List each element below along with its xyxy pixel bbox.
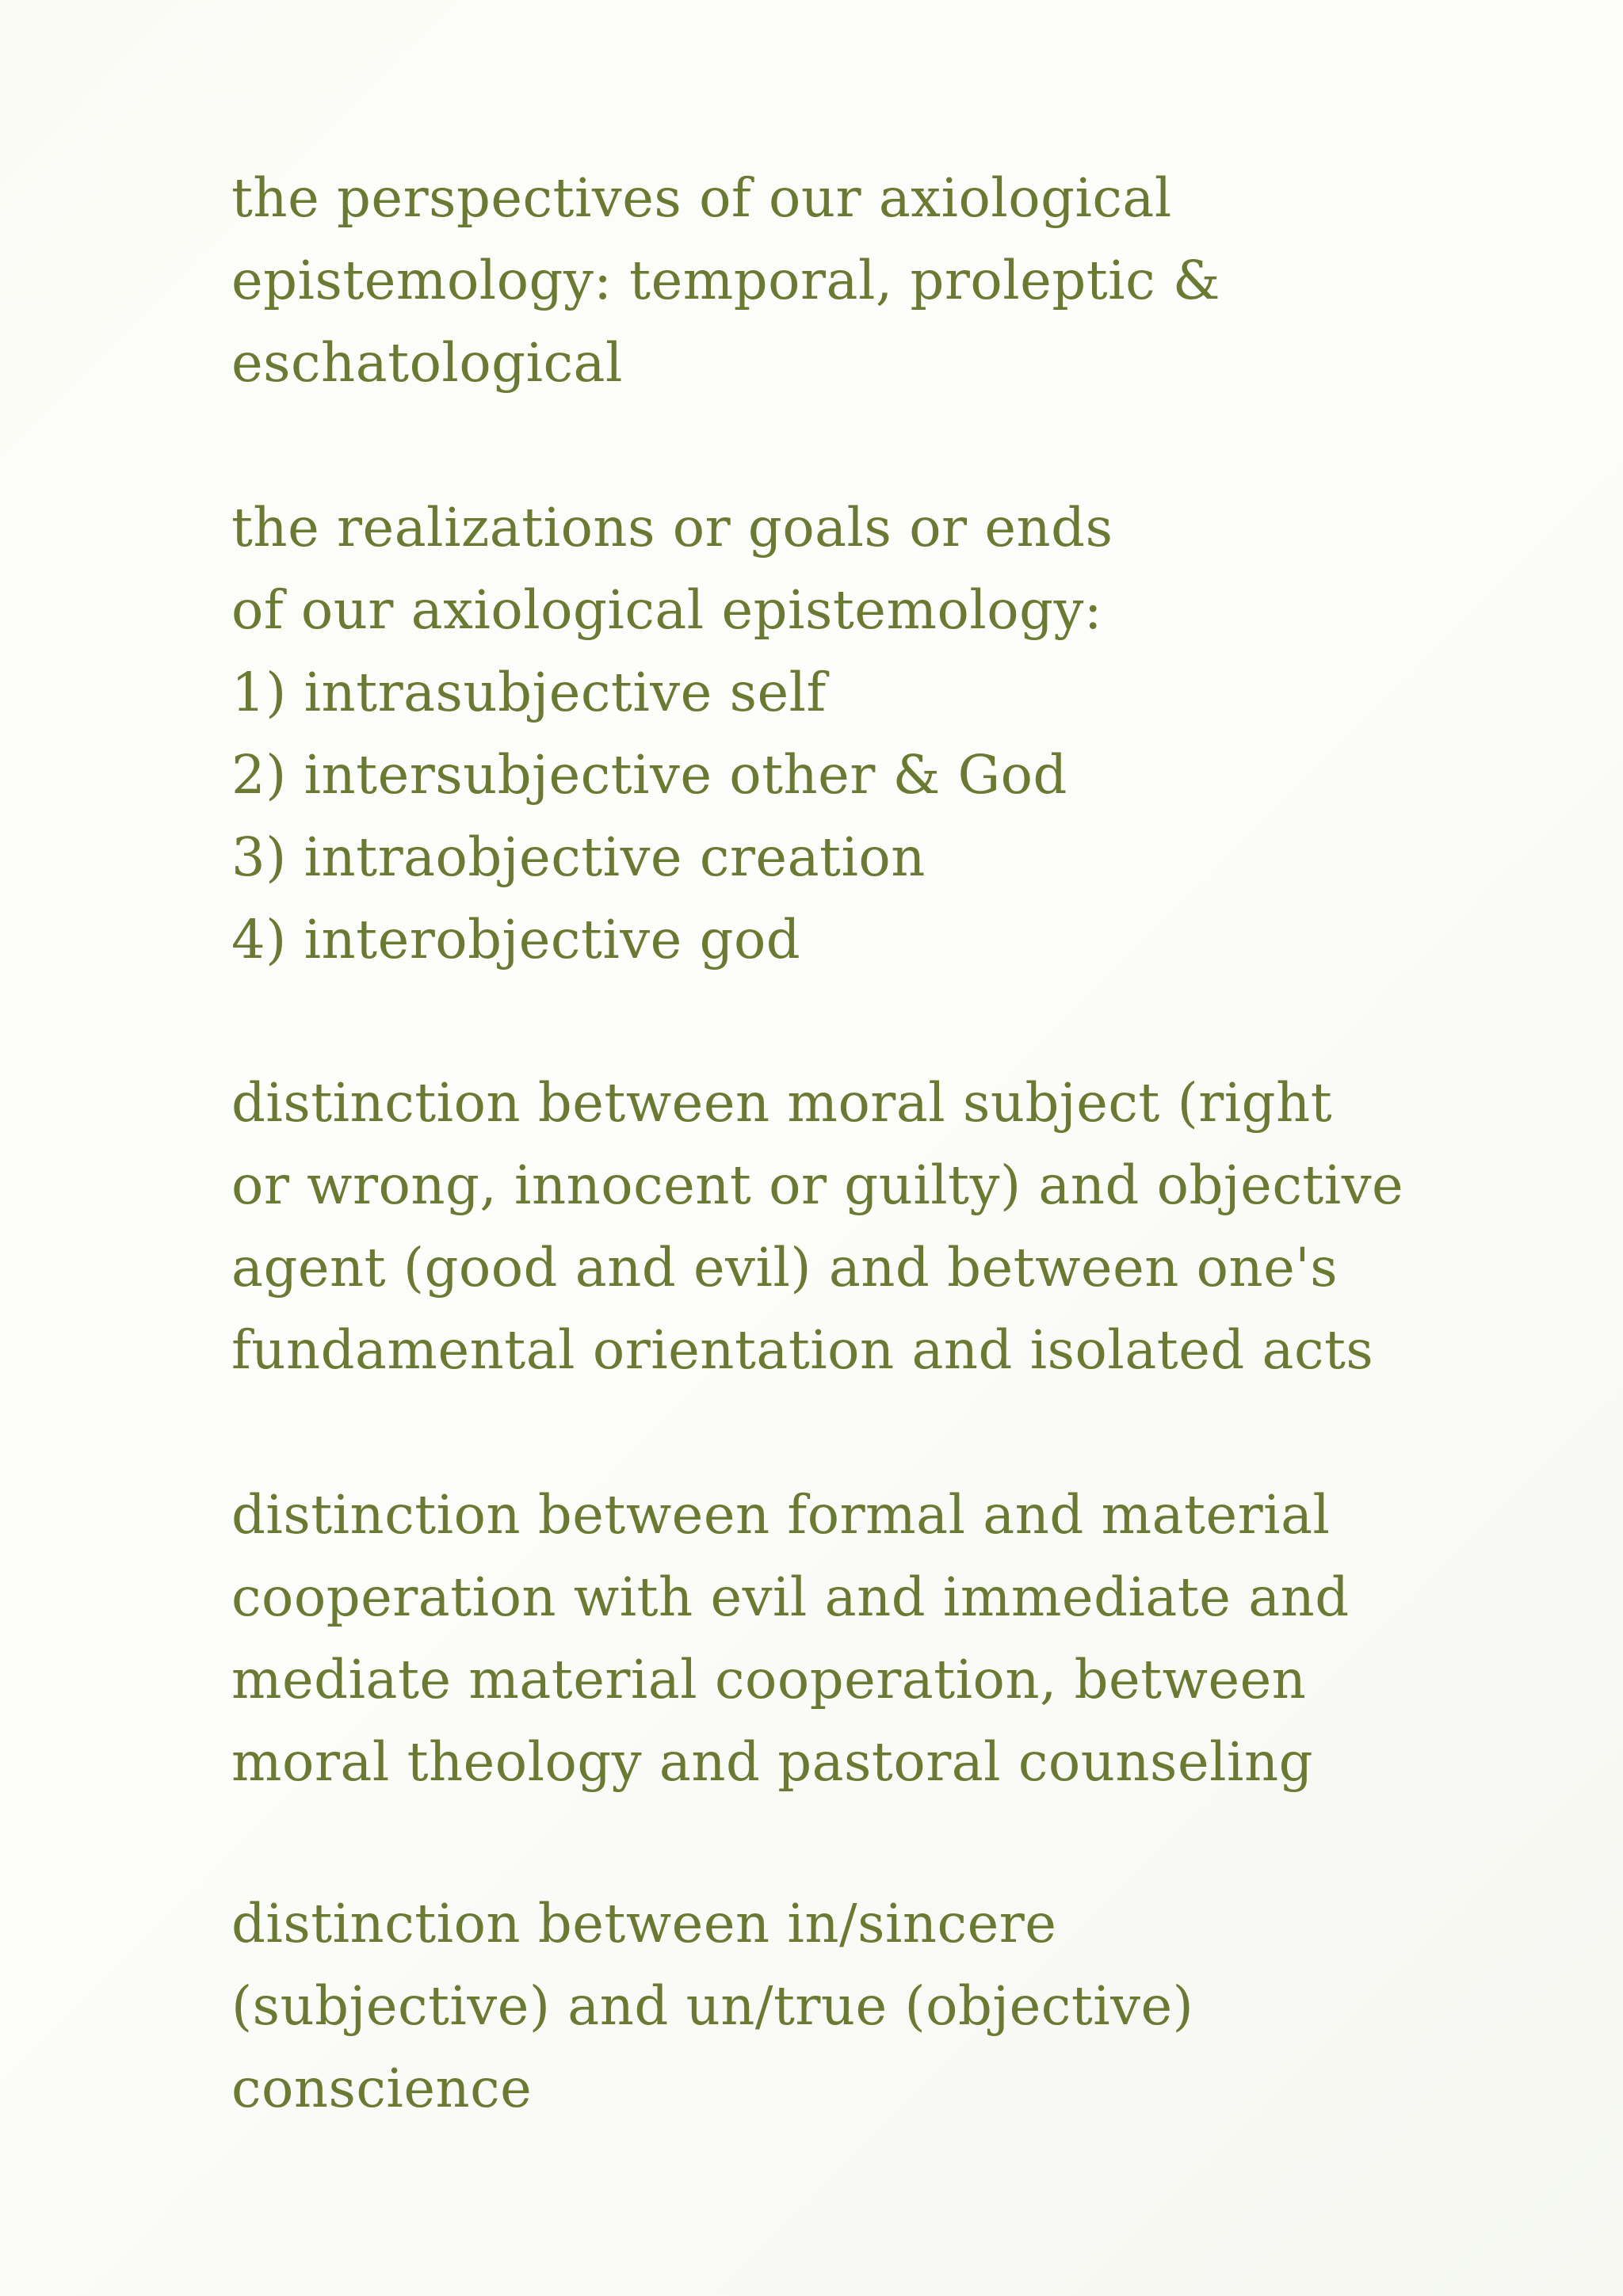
- paragraph-cooperation-distinction: [231, 1474, 1350, 1803]
- list-item: 3) intraobjective creation: [231, 826, 926, 888]
- text-line: moral theology and pastoral counseling: [231, 1731, 1313, 1793]
- text-line: eschatological: [231, 332, 623, 394]
- text-line: the perspectives of our axiological: [231, 167, 1172, 229]
- text-line: cooperation with evil and immediate and: [231, 1566, 1350, 1628]
- text-line: distinction between in/sincere: [231, 1893, 1057, 1955]
- paragraph-perspectives: [231, 157, 1220, 404]
- paragraph-moral-subject-distinction: [231, 1062, 1403, 1391]
- text-line: the realizations or goals or ends: [231, 497, 1113, 559]
- list-item: 4) interobjective god: [231, 909, 801, 971]
- paragraph-realizations: [231, 486, 1113, 981]
- text-line: distinction between formal and material: [231, 1484, 1331, 1546]
- text-line: (subjective) and un/true (objective): [231, 1975, 1194, 2037]
- list-item: 2) intersubjective other & God: [231, 744, 1067, 806]
- text-line: conscience: [231, 2058, 533, 2119]
- text-line: distinction between moral subject (right: [231, 1072, 1333, 1134]
- text-line: fundamental orientation and isolated acts: [231, 1319, 1374, 1381]
- paragraph-conscience-distinction: [231, 1882, 1193, 2130]
- text-line: or wrong, innocent or guilty) and objective: [231, 1154, 1404, 1216]
- text-line: epistemology: temporal, proleptic &: [231, 250, 1221, 311]
- text-line: of our axiological epistemology:: [231, 579, 1102, 641]
- list-item: 1) intrasubjective self: [231, 662, 827, 723]
- text-line: mediate material cooperation, between: [231, 1649, 1307, 1711]
- text-line: agent (good and evil) and between one's: [231, 1237, 1338, 1299]
